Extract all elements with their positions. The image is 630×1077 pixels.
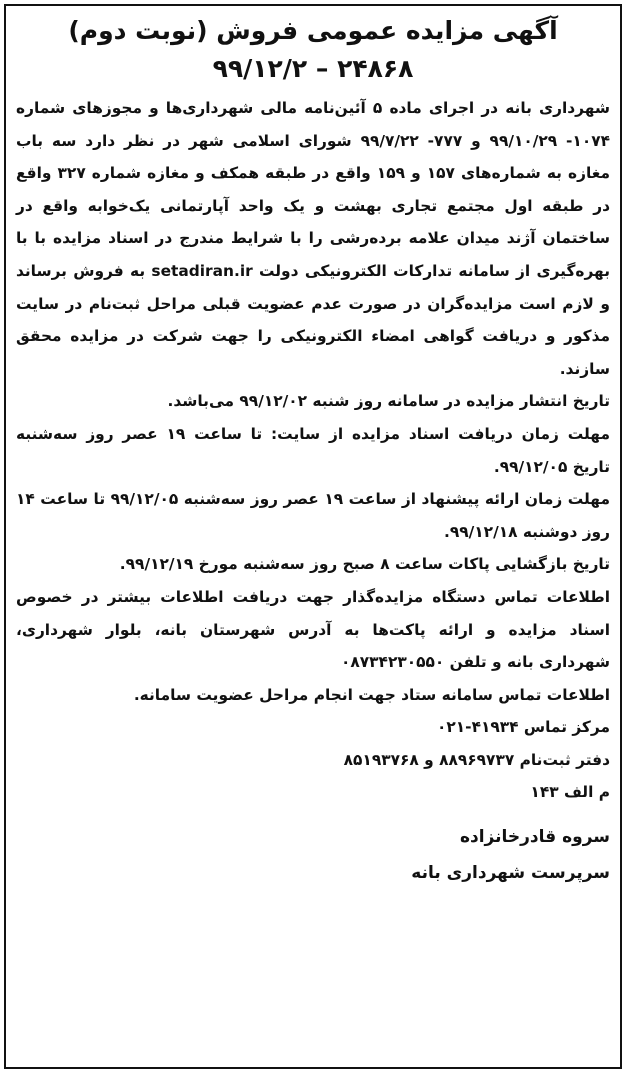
- publish-date: تاریخ انتشار مزایده در سامانه روز شنبه ۹۹/۱۲/۰۲ می‌باشد.: [167, 392, 610, 411]
- bid-deadline: مهلت زمان ارائه پیشنهاد از ساعت ۱۹ عصر روز سه‌شنبه ۹۹/۱۲/۰۵ تا ساعت ۱۴ روز دوشنبه ۹۹/۱۲/۱۸.: [16, 490, 610, 541]
- notice-body: شهرداری بانه در اجرای ماده ۵ آئین‌نامه مالی شهرداری‌ها و مجوزهای شماره ۱۰۷۴- ۹۹/۱۰/۲۹ و ۷۷۷- ۹۹/۷/۲۲ شورای اسلامی شهر در نظر دارد سه باب مغازه به شماره‌های ۱۵۷ و ۱۵۹ واقع در طبقه همکف و مغازه شماره ۳۲۷ واقع در طبقه اول مجتمع تجاری بهشت و یک واحد آپارتمانی یک‌خوابه واقع در ساختمان آژند میدان علامه برده‌رشی را با شرایط مندرج در اسناد مزایده با با بهره‌گیری از سامانه تدارکات الکترونیکی دولت setadiran.ir به فروش برساند و لازم است مزایده‌گران در صورت عدم عضویت قبلی مراحل ثبت‌نام در سایت مذکور و دریافت گواهی امضاء الکترونیکی را جهت شرکت در مزایده محقق سازند.: [16, 99, 611, 378]
- contact-info: اطلاعات تماس دستگاه مزایده‌گذار جهت دریافت اطلاعات بیشتر در خصوص اسناد مزایده و ارائه پاکت‌ها به آدرس شهرستان بانه، بلوار شهرداری، شهرداری بانه و تلفن ۰۸۷۳۴۲۳۰۵۵۰: [16, 587, 610, 672]
- signer-name: سروه قادرخانزاده: [459, 827, 610, 848]
- signature-block: [16, 819, 610, 891]
- setad-info: اطلاعات تماس سامانه ستاد جهت انجام مراحل عضویت سامانه.: [133, 685, 610, 704]
- notice-title: آگهی مزایده عمومی فروش (نوبت دوم): [68, 16, 558, 45]
- notice-code: م الف ۱۴۳: [530, 783, 610, 802]
- registration-office: دفتر ثبت‌نام ۸۸۹۶۹۷۳۷ و ۸۵۱۹۳۷۶۸: [343, 750, 610, 769]
- opening-date: تاریخ بازگشایی پاکات ساعت ۸ صبح روز سه‌شنبه مورخ ۹۹/۱۲/۱۹.: [119, 555, 610, 574]
- auction-notice: [4, 4, 622, 1069]
- notice-number: ۲۴۸۶۸ – ۹۹/۱۲/۲: [212, 54, 414, 83]
- signer-title: سرپرست شهرداری بانه: [411, 863, 610, 884]
- notice-content: [6, 6, 620, 891]
- contact-center: مرکز تماس ۴۱۹۳۴-۰۲۱: [436, 718, 610, 737]
- docs-deadline: مهلت زمان دریافت اسناد مزایده از سایت: تا ساعت ۱۹ عصر روز سه‌شنبه تاریخ ۹۹/۱۲/۰۵.: [16, 424, 610, 476]
